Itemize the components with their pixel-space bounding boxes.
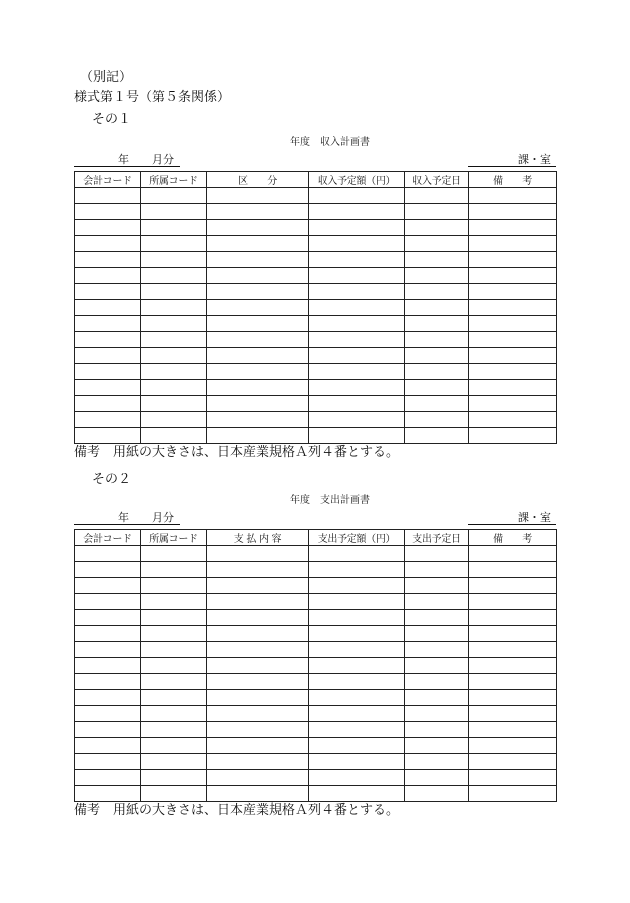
cell-date	[405, 204, 469, 220]
table-row	[75, 396, 557, 412]
dept-underline	[468, 524, 556, 525]
header-account-code: 会計コード	[75, 530, 141, 546]
cell-dept-code	[141, 626, 207, 642]
cell-date	[405, 364, 469, 380]
cell-date	[405, 332, 469, 348]
cell-date	[405, 396, 469, 412]
cell-remarks	[469, 204, 557, 220]
cell-category	[207, 188, 309, 204]
cell-category	[207, 236, 309, 252]
cell-amount	[309, 204, 405, 220]
expense-plan-table	[74, 529, 557, 802]
cell-amount	[309, 220, 405, 236]
month-field: 月分	[152, 153, 174, 166]
cell-account-code	[75, 300, 141, 316]
cell-category	[207, 412, 309, 428]
cell-date	[405, 300, 469, 316]
cell-amount	[309, 348, 405, 364]
cell-dept-code	[141, 770, 207, 786]
cell-amount	[309, 578, 405, 594]
cell-dept-code	[141, 284, 207, 300]
cell-dept-code	[141, 546, 207, 562]
year-field: 年	[118, 153, 129, 166]
cell-amount	[309, 594, 405, 610]
header-account-code: 会計コード	[75, 172, 141, 188]
cell-dept-code	[141, 562, 207, 578]
cell-remarks	[469, 642, 557, 658]
cell-account-code	[75, 316, 141, 332]
cell-account-code	[75, 332, 141, 348]
table-row	[75, 220, 557, 236]
cell-account-code	[75, 268, 141, 284]
cell-remarks	[469, 770, 557, 786]
cell-remarks	[469, 236, 557, 252]
cell-category	[207, 738, 309, 754]
cell-amount	[309, 674, 405, 690]
table-row	[75, 252, 557, 268]
table-row	[75, 380, 557, 396]
cell-remarks	[469, 316, 557, 332]
header-planned-date: 支出予定日	[405, 530, 469, 546]
cell-amount	[309, 754, 405, 770]
section-label: その１	[92, 112, 132, 127]
cell-account-code	[75, 204, 141, 220]
cell-amount	[309, 658, 405, 674]
dept-underline	[468, 166, 556, 167]
header-remarks: 備 考	[469, 530, 557, 546]
cell-date	[405, 252, 469, 268]
cell-dept-code	[141, 412, 207, 428]
cell-dept-code	[141, 706, 207, 722]
cell-amount	[309, 626, 405, 642]
cell-account-code	[75, 610, 141, 626]
cell-remarks	[469, 626, 557, 642]
cell-account-code	[75, 594, 141, 610]
cell-category	[207, 396, 309, 412]
cell-amount	[309, 412, 405, 428]
cell-category	[207, 284, 309, 300]
header-planned-amount: 支出予定額（円）	[309, 530, 405, 546]
cell-amount	[309, 188, 405, 204]
cell-dept-code	[141, 642, 207, 658]
cell-dept-code	[141, 252, 207, 268]
cell-account-code	[75, 706, 141, 722]
cell-amount	[309, 380, 405, 396]
table-row	[75, 348, 557, 364]
cell-remarks	[469, 658, 557, 674]
cell-category	[207, 348, 309, 364]
cell-account-code	[75, 348, 141, 364]
cell-category	[207, 252, 309, 268]
table-row	[75, 188, 557, 204]
cell-amount	[309, 364, 405, 380]
cell-account-code	[75, 284, 141, 300]
remark-text: 備考 用紙の大きさは、日本産業規格Ａ列４番とする。	[74, 445, 400, 460]
cell-dept-code	[141, 690, 207, 706]
header-dept-code: 所属コード	[141, 530, 207, 546]
table-body	[75, 546, 557, 802]
cell-date	[405, 642, 469, 658]
cell-dept-code	[141, 754, 207, 770]
cell-dept-code	[141, 332, 207, 348]
cell-category	[207, 364, 309, 380]
cell-amount	[309, 610, 405, 626]
cell-dept-code	[141, 364, 207, 380]
cell-dept-code	[141, 610, 207, 626]
cell-remarks	[469, 578, 557, 594]
cell-dept-code	[141, 316, 207, 332]
header-payment-details: 支 払 内 容	[207, 530, 309, 546]
cell-remarks	[469, 754, 557, 770]
cell-account-code	[75, 412, 141, 428]
form-title: 様式第１号（第５条関係）	[74, 90, 231, 105]
month-field: 月分	[152, 511, 174, 524]
cell-date	[405, 626, 469, 642]
cell-remarks	[469, 332, 557, 348]
table-row	[75, 546, 557, 562]
cell-category	[207, 754, 309, 770]
table-row	[75, 316, 557, 332]
cell-remarks	[469, 284, 557, 300]
cell-dept-code	[141, 578, 207, 594]
cell-account-code	[75, 722, 141, 738]
cell-amount	[309, 332, 405, 348]
table-row	[75, 332, 557, 348]
cell-amount	[309, 268, 405, 284]
cell-account-code	[75, 252, 141, 268]
dept-field: 課・室	[518, 511, 551, 524]
cell-remarks	[469, 396, 557, 412]
cell-remarks	[469, 562, 557, 578]
cell-date	[405, 348, 469, 364]
cell-dept-code	[141, 220, 207, 236]
cell-remarks	[469, 188, 557, 204]
income-plan-table	[74, 171, 557, 444]
table-row	[75, 594, 557, 610]
cell-amount	[309, 252, 405, 268]
cell-date	[405, 428, 469, 444]
cell-category	[207, 674, 309, 690]
cell-amount	[309, 642, 405, 658]
cell-dept-code	[141, 188, 207, 204]
cell-category	[207, 332, 309, 348]
cell-account-code	[75, 690, 141, 706]
cell-account-code	[75, 642, 141, 658]
cell-amount	[309, 300, 405, 316]
cell-date	[405, 546, 469, 562]
cell-date	[405, 754, 469, 770]
table-row	[75, 674, 557, 690]
cell-remarks	[469, 690, 557, 706]
cell-account-code	[75, 578, 141, 594]
cell-dept-code	[141, 348, 207, 364]
cell-dept-code	[141, 722, 207, 738]
cell-category	[207, 626, 309, 642]
cell-date	[405, 268, 469, 284]
table-row	[75, 562, 557, 578]
cell-date	[405, 770, 469, 786]
cell-category	[207, 546, 309, 562]
cell-dept-code	[141, 738, 207, 754]
header-planned-date: 収入予定日	[405, 172, 469, 188]
table-row	[75, 722, 557, 738]
cell-account-code	[75, 380, 141, 396]
cell-account-code	[75, 626, 141, 642]
cell-account-code	[75, 546, 141, 562]
cell-remarks	[469, 380, 557, 396]
cell-amount	[309, 562, 405, 578]
cell-category	[207, 610, 309, 626]
cell-amount	[309, 722, 405, 738]
cell-date	[405, 316, 469, 332]
cell-dept-code	[141, 268, 207, 284]
header-dept-code: 所属コード	[141, 172, 207, 188]
table-row	[75, 610, 557, 626]
cell-account-code	[75, 562, 141, 578]
year-month-underline	[74, 524, 180, 525]
cell-date	[405, 236, 469, 252]
cell-date	[405, 578, 469, 594]
cell-account-code	[75, 658, 141, 674]
cell-remarks	[469, 220, 557, 236]
dept-field: 課・室	[518, 153, 551, 166]
cell-remarks	[469, 674, 557, 690]
table-row	[75, 658, 557, 674]
cell-amount	[309, 738, 405, 754]
cell-date	[405, 562, 469, 578]
table-row	[75, 236, 557, 252]
cell-category	[207, 316, 309, 332]
cell-remarks	[469, 300, 557, 316]
cell-category	[207, 770, 309, 786]
table-row	[75, 364, 557, 380]
table-row	[75, 642, 557, 658]
table-header-row	[75, 172, 557, 188]
cell-remarks	[469, 364, 557, 380]
cell-account-code	[75, 188, 141, 204]
annex-note: （別記）	[80, 70, 133, 85]
cell-amount	[309, 316, 405, 332]
cell-account-code	[75, 738, 141, 754]
cell-category	[207, 594, 309, 610]
cell-remarks	[469, 348, 557, 364]
remark-text: 備考 用紙の大きさは、日本産業規格Ａ列４番とする。	[74, 803, 400, 818]
cell-dept-code	[141, 396, 207, 412]
cell-date	[405, 220, 469, 236]
cell-dept-code	[141, 300, 207, 316]
cell-remarks	[469, 786, 557, 802]
table-row	[75, 284, 557, 300]
cell-remarks	[469, 412, 557, 428]
cell-date	[405, 738, 469, 754]
cell-account-code	[75, 754, 141, 770]
cell-dept-code	[141, 380, 207, 396]
cell-amount	[309, 770, 405, 786]
table-row	[75, 706, 557, 722]
section-title: 年度 支出計画書	[290, 495, 370, 506]
table-row	[75, 626, 557, 642]
cell-amount	[309, 690, 405, 706]
table-row	[75, 268, 557, 284]
cell-date	[405, 690, 469, 706]
cell-category	[207, 690, 309, 706]
cell-account-code	[75, 396, 141, 412]
table-body	[75, 188, 557, 444]
cell-category	[207, 658, 309, 674]
cell-dept-code	[141, 236, 207, 252]
cell-category	[207, 578, 309, 594]
cell-account-code	[75, 674, 141, 690]
header-remarks: 備 考	[469, 172, 557, 188]
year-field: 年	[118, 511, 129, 524]
cell-account-code	[75, 364, 141, 380]
table-header-row	[75, 530, 557, 546]
cell-remarks	[469, 722, 557, 738]
year-month-underline	[74, 166, 180, 167]
cell-amount	[309, 284, 405, 300]
cell-remarks	[469, 610, 557, 626]
cell-dept-code	[141, 658, 207, 674]
cell-date	[405, 284, 469, 300]
cell-amount	[309, 236, 405, 252]
cell-date	[405, 594, 469, 610]
cell-date	[405, 188, 469, 204]
cell-dept-code	[141, 204, 207, 220]
cell-remarks	[469, 738, 557, 754]
cell-remarks	[469, 706, 557, 722]
cell-remarks	[469, 546, 557, 562]
cell-date	[405, 706, 469, 722]
cell-remarks	[469, 428, 557, 444]
cell-category	[207, 722, 309, 738]
cell-category	[207, 268, 309, 284]
table-row	[75, 204, 557, 220]
cell-category	[207, 562, 309, 578]
section-label: その２	[92, 472, 132, 487]
cell-date	[405, 658, 469, 674]
cell-account-code	[75, 220, 141, 236]
cell-date	[405, 412, 469, 428]
header-planned-amount: 収入予定額（円）	[309, 172, 405, 188]
table-row	[75, 770, 557, 786]
cell-date	[405, 786, 469, 802]
section-title: 年度 収入計画書	[290, 137, 370, 148]
cell-account-code	[75, 770, 141, 786]
table-row	[75, 754, 557, 770]
cell-remarks	[469, 252, 557, 268]
cell-amount	[309, 396, 405, 412]
cell-dept-code	[141, 674, 207, 690]
cell-category	[207, 220, 309, 236]
table-row	[75, 690, 557, 706]
cell-category	[207, 706, 309, 722]
cell-amount	[309, 546, 405, 562]
table-row	[75, 412, 557, 428]
cell-category	[207, 380, 309, 396]
cell-account-code	[75, 236, 141, 252]
cell-date	[405, 722, 469, 738]
cell-remarks	[469, 594, 557, 610]
table-row	[75, 738, 557, 754]
cell-remarks	[469, 268, 557, 284]
cell-category	[207, 642, 309, 658]
table-row	[75, 578, 557, 594]
header-category: 区 分	[207, 172, 309, 188]
cell-dept-code	[141, 594, 207, 610]
cell-date	[405, 674, 469, 690]
cell-date	[405, 610, 469, 626]
cell-amount	[309, 706, 405, 722]
cell-category	[207, 300, 309, 316]
cell-category	[207, 204, 309, 220]
cell-date	[405, 380, 469, 396]
table-row	[75, 300, 557, 316]
